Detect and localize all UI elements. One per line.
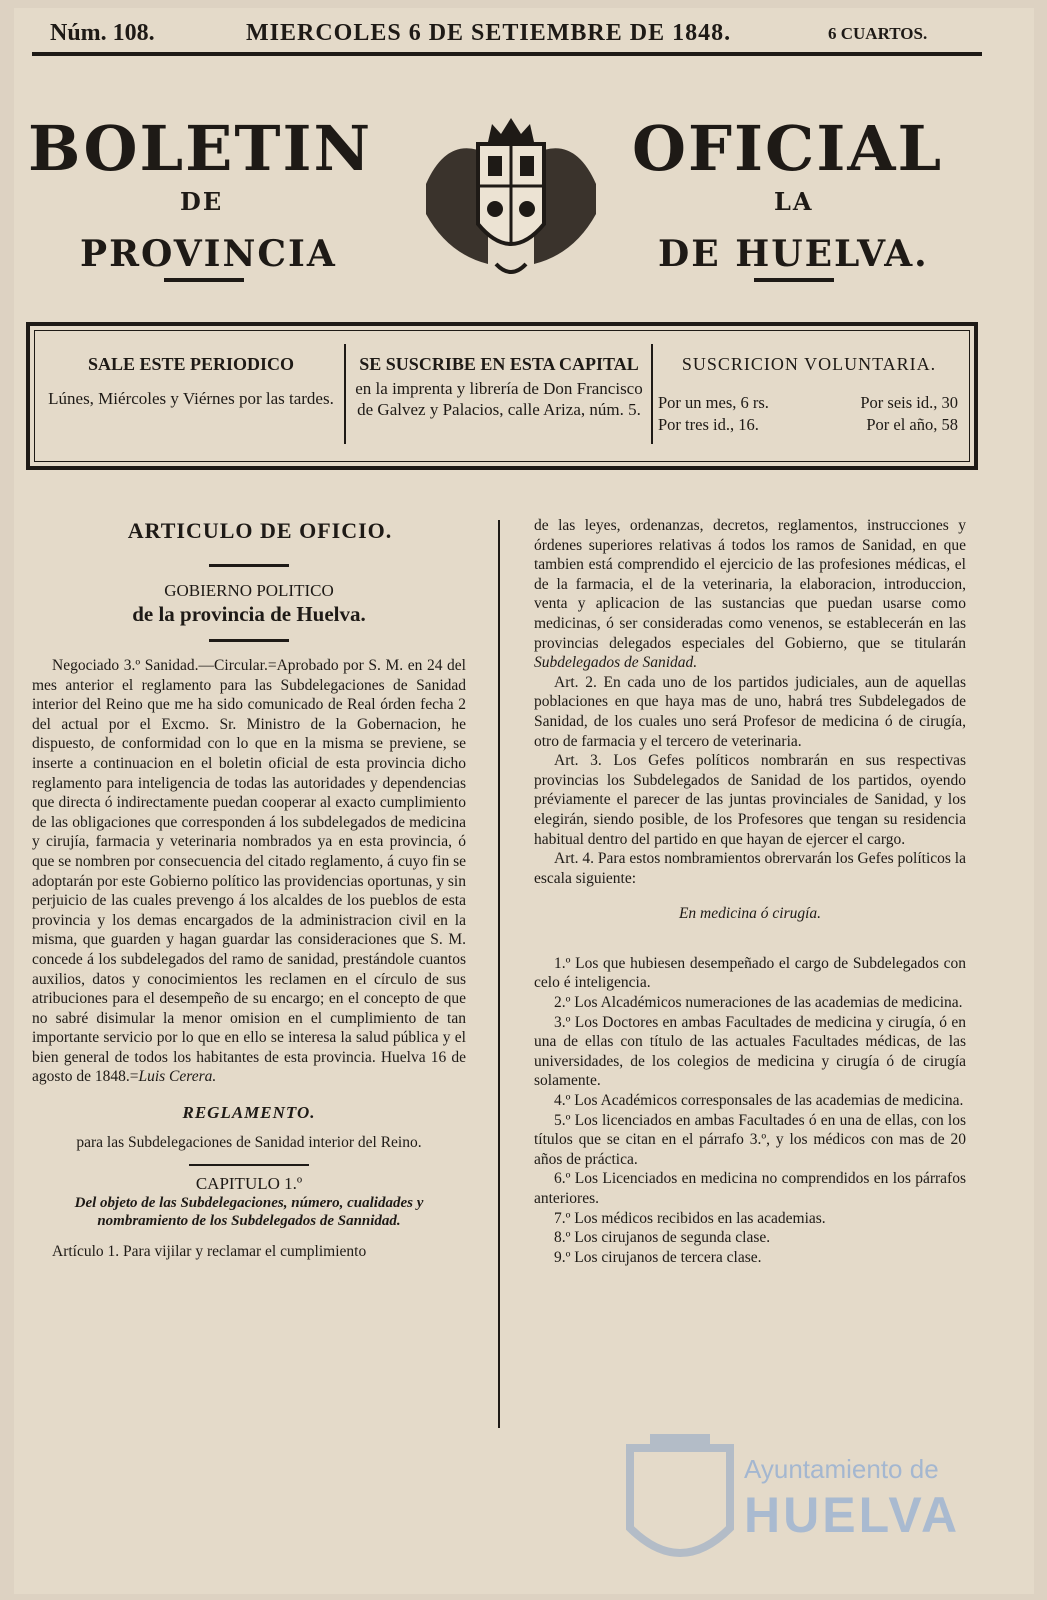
masthead-oficial: OFICIAL (632, 112, 944, 185)
article-2: Art. 2. En cada uno de los partidos judiciales, aun de aquellas poblaciones en que haya mas de uno, habrá tres Subdelegados de Sanidad, de los cuales uno será Profesor de medicina ó de cirugía, otro de farmacia y el tercero de veterinaria. (534, 673, 966, 750)
masthead-de-huelva: DE HUELVA. (658, 233, 929, 275)
info-col2-text: en la imprenta y librería de Don Francisco de Galvez y Palacios, calle Ariza, núm. 5. (355, 379, 643, 419)
article-4: Art. 4. Para estos nombramientos obrervarán los Gefes políticos la escala siguiente: (534, 850, 966, 887)
rate-right: Por seis id., 30 (860, 393, 958, 412)
masthead-boletin: BOLETIN (28, 112, 373, 185)
list-item: 1.º Los que hubiesen desempeñado el cargo de Subdelegados con celo é inteligencia. (534, 954, 966, 992)
article-3: Art. 3. Los Gefes políticos nombrarán en sus respectivas provincias los Subdelegados de Sanidad de los partidos, oyendo préviamente el parecer de las juntas provinciales de Sanidad, y los elegirán, siendo posible, de los Profesores que tengan su residencia habitual dentro del partido en que hayan de ejercer el cargo. (534, 752, 966, 848)
masthead-provincia: PROVINCIA (80, 233, 337, 275)
coat-of-arms-icon (418, 114, 604, 284)
info-col1-title: SALE ESTE PERIODICO (87, 354, 295, 374)
masthead-la: LA (774, 187, 814, 216)
info-col2-title: SE SUSCRIBE EN ESTA CAPITAL (359, 354, 639, 374)
department-title: GOBIERNO POLITICO (164, 581, 334, 600)
newspaper-page (14, 8, 1034, 1594)
column-divider (498, 520, 500, 1428)
masthead-right-rule (754, 278, 834, 282)
rate-left: Por tres id., 16. (658, 415, 759, 434)
rate-left: Por un mes, 6 rs. (658, 393, 769, 412)
right-column (534, 516, 966, 1267)
top-rule (32, 52, 982, 56)
issue-date: MIERCOLES 6 DE SETIEMBRE DE 1848. (246, 20, 732, 46)
list-item: 3.º Los Doctores en ambas Facultades de medicina y cirugía, ó en una de ellas con título de las actuales Facultades médicas, de las universidades, de los colegios de medicina y cirugía ó de cirugía solamente. (534, 1013, 966, 1090)
watermark-shield-icon (620, 1428, 740, 1578)
info-divider-2 (651, 344, 653, 444)
list-item: 7.º Los médicos recibidos en las academias. (554, 1209, 826, 1227)
signature: Luis Cerera. (138, 1068, 217, 1086)
info-col3-title: SUSCRICION VOLUNTARIA. (681, 354, 937, 374)
department-subtitle: de la provincia de Huelva. (132, 602, 366, 626)
info-col1-text: Lúnes, Miércoles y Viérnes por las tardes. (48, 389, 334, 408)
list-item: 2.º Los Alcadémicos numeraciones de las academias de medicina. (554, 994, 963, 1012)
rate-right: Por el año, 58 (866, 415, 958, 434)
subscription-rates (658, 392, 958, 436)
issue-number: Núm. 108. (50, 20, 155, 46)
info-divider-1 (344, 344, 346, 444)
watermark-text: Ayuntamiento de (744, 1454, 939, 1484)
watermark-huelva: HUELVA (744, 1487, 961, 1543)
list-item: 5.º Los licenciados en ambas Facultades ó en una de ellas, con los títulos que se citan en el párrafo 3.º, y los médicos con mas de 20 años de práctica. (534, 1111, 966, 1168)
article-1-start: Artículo 1. Para vijilar y reclamar el cumplimiento (52, 1242, 367, 1260)
list-item: 8.º Los cirujanos de segunda clase. (554, 1229, 771, 1247)
chapter-title: CAPITULO 1.º (195, 1174, 303, 1194)
regulation-title: REGLAMENTO. (182, 1103, 316, 1123)
medicine-subheading: En medicina ó cirugía. (678, 905, 822, 923)
list-item: 9.º Los cirujanos de tercera clase. (554, 1248, 762, 1266)
regulation-subtitle: para las Subdelegaciones de Sanidad interior del Reino. (76, 1133, 422, 1151)
circular-body: Negociado 3.º Sanidad.—Circular.=Aprobado por S. M. en 24 del mes anterior el reglamento para las Subdelegaciones de Sanidad interior del Reino que me ha sido comunicado de Real órden fecha 2 del actual por el Excmo. Sr. Ministro de la Gobernacion, he dispuesto, de conformidad con lo que en la misma se previene, se inserte a continuacion en el boletin oficial de esta provincia dicho reglamento para inteligencia de todas las autoridades y dependencias que directa ó indirectamente puedan cooperar al exacto cumplimiento de las obligaciones que corresponden á los subdelegados de medicina y cirujía, farmacia y veterinaria nombrados ya en esta provincia, ó que se nombren por consecuencia del citado reglamento, á cuyo fin se adoptarán por este Gobierno político las providencias oportunas, y sin perjuicio de las cuales prevengo á los alcaldes de los pueblos de esta provincia y los demas encargados de la administracion civil en la misma, que guarden y hagan guardar las consideraciones que S. M. concede á los subdelegados del ramo de sanidad, prestándole cuantos auxilios, datos y conocimientos les reclamen en el círculo de sus atribuciones para el desempeño de su encargo; en el concepto de que no sabré disimular la menor omision en el cumplimiento de tan importante servicio por lo que en ello se interesa la salud pública y el bien general de todos los habitantes de esta provincia. Huelva 16 de agosto de 1848.=Luis Cerera. (32, 657, 466, 1086)
issue-price: 6 CUARTOS. (828, 24, 928, 43)
list-item: 6.º Los Licenciados en medicina no comprendidos en los párrafos anteriores. (534, 1170, 966, 1207)
chapter-subtitle: Del objeto de las Subdelegaciones, número, cualidades y nombramiento de los Subdelegados de Sannidad. (74, 1194, 424, 1229)
article-1-continued: de las leyes, ordenanzas, decretos, reglamentos, instrucciones y órdenes superiores relativas á todos los ramos de Sanidad, en que tambien está comprendido el ejercicio de las profesiones médicas, el de la farmacia, el de la veterinaria, la elaboracion, introduccion, venta y aplicacion de las sustancias que puedan usarse como medicinas, ó ser consideradas como venenos, se establecerán en las provincias delegados especiales del Gobierno, que se titularán Subdelegados de Sanidad. (534, 517, 966, 672)
list-item: 4.º Los Académicos corresponsales de las academias de medicina. (554, 1092, 964, 1110)
masthead-de: DE (180, 187, 224, 216)
left-column (32, 518, 466, 1261)
section-title: ARTICULO DE OFICIO. (127, 518, 393, 543)
masthead-left-rule (164, 278, 244, 282)
